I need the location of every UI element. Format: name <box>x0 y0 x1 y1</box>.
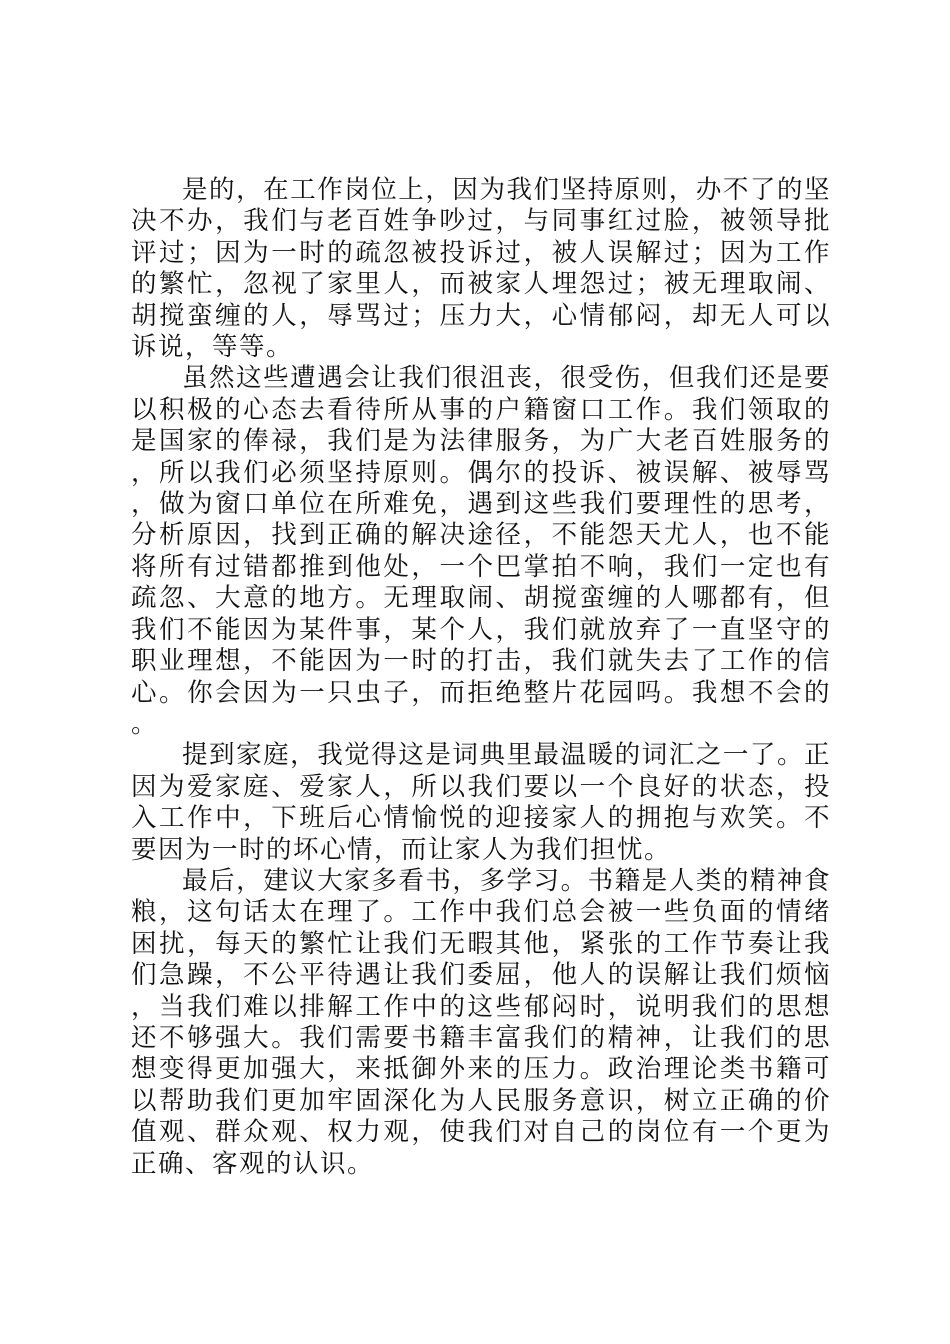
paragraph-1: 是的，在工作岗位上，因为我们坚持原则，办不了的坚决不办，我们与老百姓争吵过，与同事红过脸，被领导批评过；因为一时的疏忽被投诉过，被人误解过；因为工作的繁忙，忽视了家里人，而被家人埋怨过；被无理取闹、胡搅蛮缠的人，辱骂过；压力大，心情郁闷，却无人可以诉说，等等。 <box>131 175 831 363</box>
paragraph-4: 最后，建议大家多看书，多学习。书籍是人类的精神食粮，这句话太在理了。工作中我们总会被一些负面的情绪困扰，每天的繁忙让我们无暇其他，紧张的工作节奏让我们急躁，不公平待遇让我们委屈，他人的误解让我们烦恼，当我们难以排解工作中的这些郁闷时，说明我们的思想还不够强大。我们需要书籍丰富我们的精神，让我们的思想变得更加强大，来抵御外来的压力。政治理论类书籍可以帮助我们更加牢固深化为人民服务意识，树立正确的价值观、群众观、权力观，使我们对自己的岗位有一个更为正确、客观的认识。 <box>131 865 831 1179</box>
paragraph-2: 虽然这些遭遇会让我们很沮丧，很受伤，但我们还是要以积极的心态去看待所从事的户籍窗口工作。我们领取的是国家的俸禄，我们是为法律服务，为广大老百姓服务的，所以我们必须坚持原则。偶尔的投诉、被误解、被辱骂，做为窗口单位在所难免，遇到这些我们要理性的思考，分析原因，找到正确的解决途径，不能怨天尤人，也不能将所有过错都推到他处，一个巴掌拍不响，我们一定也有疏忽、大意的地方。无理取闹、胡搅蛮缠的人哪都有，但我们不能因为某件事，某个人，我们就放弃了一直坚守的职业理想，不能因为一时的打击，我们就失去了工作的信心。你会因为一只虫子，而拒绝整片花园吗。我想不会的。 <box>131 363 831 739</box>
paragraph-3: 提到家庭，我觉得这是词典里最温暖的词汇之一了。正因为爱家庭、爱家人，所以我们要以一个良好的状态，投入工作中，下班后心情愉悦的迎接家人的拥抱与欢笑。不要因为一时的坏心情，而让家人为我们担忧。 <box>131 740 831 865</box>
document-body <box>131 175 831 1180</box>
